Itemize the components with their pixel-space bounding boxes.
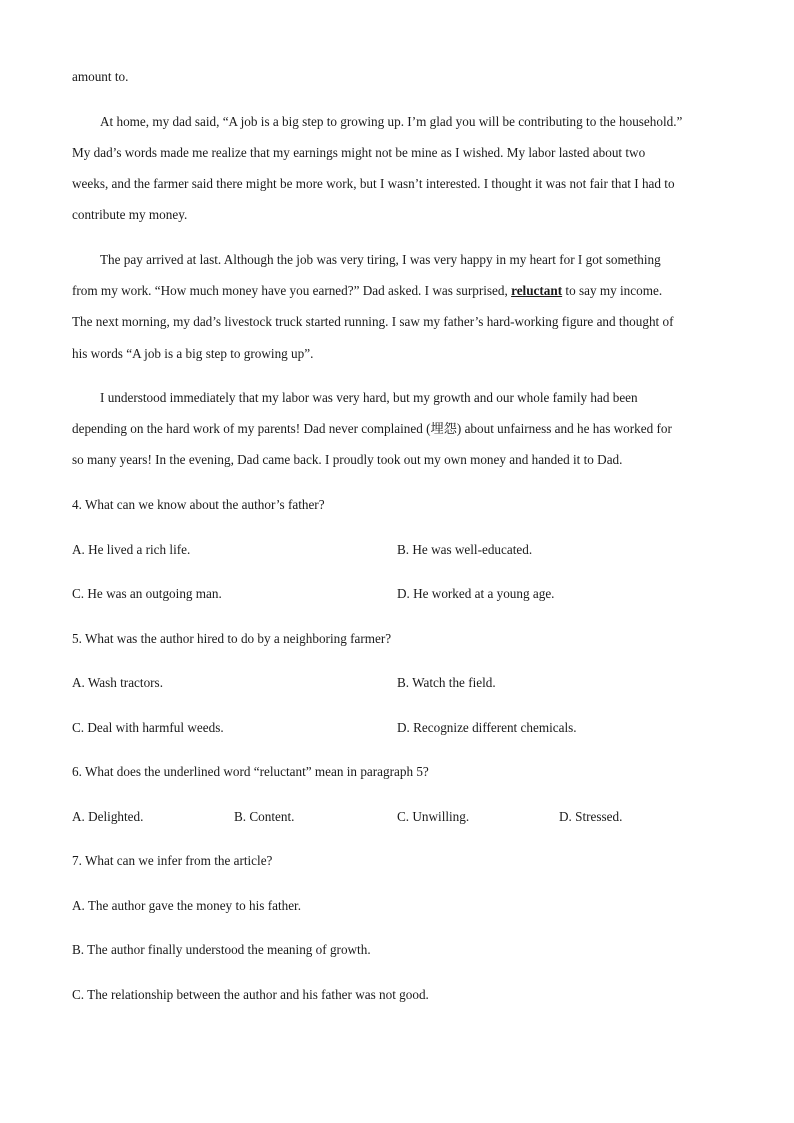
paragraph-3-line-1: The pay arrived at last. Although the job was very tiring, I was very happy in my heart for I got something <box>100 252 661 267</box>
question-7-option-c: C. The relationship between the author and his father was not good. <box>72 987 429 1002</box>
paragraph-4-line-2: depending on the hard work of my parents! Dad never complained (埋怨) about unfairness and he has worked for <box>72 421 672 436</box>
question-7-option-a: A. The author gave the money to his father. <box>72 898 302 913</box>
question-4-option-c: C. He was an outgoing man. <box>72 586 222 601</box>
question-7-option-b: B. The author finally understood the meaning of growth. <box>72 942 371 957</box>
paragraph-2-line-1: At home, my dad said, “A job is a big step to growing up. I’m glad you will be contributing to the household.” <box>100 114 683 129</box>
question-4-option-a: A. He lived a rich life. <box>72 542 191 557</box>
question-4-option-d: D. He worked at a young age. <box>397 586 555 601</box>
question-5-stem: 5. What was the author hired to do by a neighboring farmer? <box>72 631 392 646</box>
paragraph-4-line-1: I understood immediately that my labor was very hard, but my growth and our whole family had been <box>100 390 638 405</box>
question-5-option-d: D. Recognize different chemicals. <box>397 720 577 735</box>
question-7-stem: 7. What can we infer from the article? <box>72 853 273 868</box>
underlined-keyword: reluctant <box>511 283 563 298</box>
paragraph-2-line-4: contribute my money. <box>72 207 188 222</box>
paragraph-2-line-2: My dad’s words made me realize that my earnings might not be mine as I wished. My labor lasted about two <box>72 145 646 160</box>
question-4-stem: 4. What can we know about the author’s father? <box>72 497 325 512</box>
paragraph-3-line-3: The next morning, my dad’s livestock truck started running. I saw my father’s hard-working figure and thought of <box>72 314 674 329</box>
paragraph-3-line-2-end: to say my income. <box>562 283 663 298</box>
question-6-option-a: A. Delighted. <box>72 809 144 824</box>
paragraph-3-line-4: his words “A job is a big step to growing up”. <box>72 346 314 361</box>
paragraph-4-line-3: so many years! In the evening, Dad came back. I proudly took out my own money and handed it to Dad. <box>72 452 623 467</box>
question-5-option-c: C. Deal with harmful weeds. <box>72 720 224 735</box>
paragraph-3-line-2-start: from my work. “How much money have you earned?” Dad asked. I was surprised, <box>72 283 512 298</box>
question-4-option-b: B. He was well-educated. <box>397 542 533 557</box>
question-5-option-a: A. Wash tractors. <box>72 675 163 690</box>
question-6-stem: 6. What does the underlined word “reluctant” mean in paragraph 5? <box>72 764 429 779</box>
question-6-option-d: D. Stressed. <box>559 809 623 824</box>
question-6-option-c: C. Unwilling. <box>397 809 470 824</box>
paragraph-3-line-2 <box>72 284 662 297</box>
paragraph-2-line-3: weeks, and the farmer said there might be more work, but I wasn’t interested. I thought it was not fair that I had to <box>72 176 675 191</box>
question-5-option-b: B. Watch the field. <box>397 675 496 690</box>
paragraph-1-tail: amount to. <box>72 69 129 84</box>
question-6-option-b: B. Content. <box>234 809 295 824</box>
